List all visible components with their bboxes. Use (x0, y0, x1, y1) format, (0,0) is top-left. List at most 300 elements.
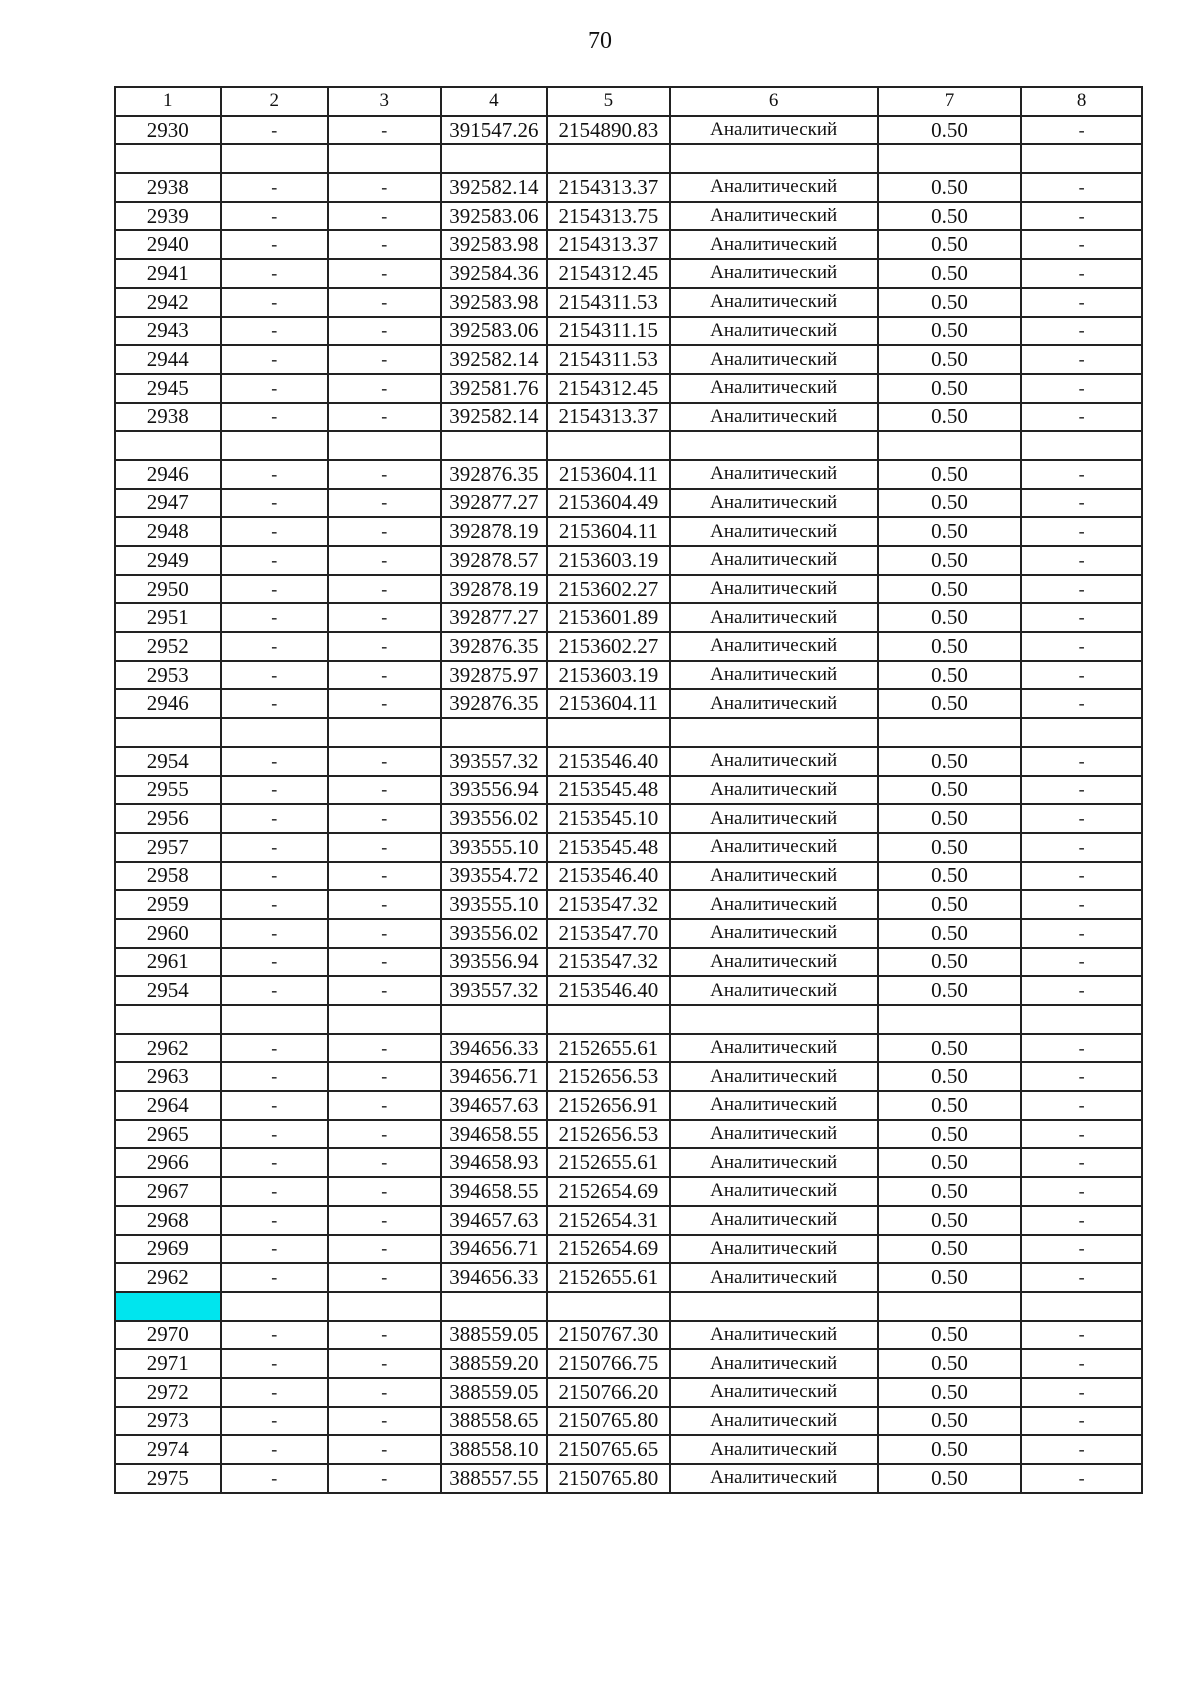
table-row (115, 489, 1142, 518)
col3-cell: - (328, 202, 441, 231)
method-cell: Аналитический (670, 948, 878, 977)
x-coordinate-cell: 393555.10 (441, 890, 548, 919)
table-row (115, 288, 1142, 317)
col8-cell: - (1021, 1206, 1142, 1235)
table-row (115, 230, 1142, 259)
col8-cell: - (1021, 890, 1142, 919)
empty-cell (115, 144, 221, 173)
col2-cell: - (221, 1148, 329, 1177)
y-coordinate-cell: 2154890.83 (547, 116, 670, 145)
point-number-cell: 2954 (115, 747, 221, 776)
point-number-cell: 2949 (115, 546, 221, 575)
point-number-cell: 2930 (115, 116, 221, 145)
accuracy-cell: 0.50 (878, 632, 1022, 661)
table-row (115, 1062, 1142, 1091)
x-coordinate-cell: 392581.76 (441, 374, 548, 403)
col2-cell: - (221, 1177, 329, 1206)
col8-cell: - (1021, 1148, 1142, 1177)
col3-cell: - (328, 890, 441, 919)
col3-cell: - (328, 747, 441, 776)
col3-cell: - (328, 833, 441, 862)
col3-cell: - (328, 1062, 441, 1091)
method-cell: Аналитический (670, 890, 878, 919)
coordinates-table (114, 86, 1143, 1494)
col2-cell: - (221, 603, 329, 632)
accuracy-cell: 0.50 (878, 890, 1022, 919)
x-coordinate-cell: 392876.35 (441, 460, 548, 489)
table-row (115, 776, 1142, 805)
col3-cell: - (328, 804, 441, 833)
accuracy-cell: 0.50 (878, 1120, 1022, 1149)
accuracy-cell: 0.50 (878, 1062, 1022, 1091)
method-cell: Аналитический (670, 403, 878, 432)
point-number-cell: 2952 (115, 632, 221, 661)
col2-cell: - (221, 259, 329, 288)
table-row (115, 1321, 1142, 1350)
column-header: 8 (1021, 87, 1142, 116)
col2-cell: - (221, 317, 329, 346)
method-cell: Аналитический (670, 1263, 878, 1292)
table-body (115, 116, 1142, 1493)
col3-cell: - (328, 976, 441, 1005)
col8-cell: - (1021, 1091, 1142, 1120)
method-cell: Аналитический (670, 202, 878, 231)
point-number-cell: 2964 (115, 1091, 221, 1120)
col2-cell: - (221, 776, 329, 805)
x-coordinate-cell: 391547.26 (441, 116, 548, 145)
empty-cell (328, 1005, 441, 1034)
method-cell: Аналитический (670, 833, 878, 862)
method-cell: Аналитический (670, 546, 878, 575)
method-cell: Аналитический (670, 976, 878, 1005)
x-coordinate-cell: 393556.02 (441, 804, 548, 833)
accuracy-cell: 0.50 (878, 517, 1022, 546)
table-row (115, 747, 1142, 776)
col2-cell: - (221, 1378, 329, 1407)
accuracy-cell: 0.50 (878, 661, 1022, 690)
col8-cell: - (1021, 689, 1142, 718)
x-coordinate-cell: 392878.19 (441, 575, 548, 604)
col3-cell: - (328, 1206, 441, 1235)
method-cell: Аналитический (670, 1091, 878, 1120)
point-number-cell: 2939 (115, 202, 221, 231)
x-coordinate-cell: 392582.14 (441, 173, 548, 202)
empty-cell (1021, 431, 1142, 460)
col3-cell: - (328, 1177, 441, 1206)
table-row (115, 345, 1142, 374)
table-row (115, 374, 1142, 403)
accuracy-cell: 0.50 (878, 173, 1022, 202)
col3-cell: - (328, 1407, 441, 1436)
x-coordinate-cell: 388558.10 (441, 1435, 548, 1464)
y-coordinate-cell: 2152655.61 (547, 1034, 670, 1063)
col2-cell: - (221, 345, 329, 374)
y-coordinate-cell: 2152654.69 (547, 1235, 670, 1264)
x-coordinate-cell: 388559.05 (441, 1321, 548, 1350)
col3-cell: - (328, 1148, 441, 1177)
y-coordinate-cell: 2154313.37 (547, 230, 670, 259)
x-coordinate-cell: 392583.06 (441, 202, 548, 231)
point-number-cell: 2971 (115, 1349, 221, 1378)
col8-cell: - (1021, 317, 1142, 346)
y-coordinate-cell: 2154311.53 (547, 345, 670, 374)
table-row (115, 1349, 1142, 1378)
col8-cell: - (1021, 230, 1142, 259)
empty-cell (547, 1005, 670, 1034)
col3-cell: - (328, 948, 441, 977)
accuracy-cell: 0.50 (878, 833, 1022, 862)
table-row (115, 1407, 1142, 1436)
accuracy-cell: 0.50 (878, 202, 1022, 231)
point-number-cell: 2972 (115, 1378, 221, 1407)
y-coordinate-cell: 2153602.27 (547, 632, 670, 661)
accuracy-cell: 0.50 (878, 288, 1022, 317)
table-row (115, 1263, 1142, 1292)
col2-cell: - (221, 1091, 329, 1120)
col8-cell: - (1021, 747, 1142, 776)
empty-cell (547, 431, 670, 460)
column-header: 4 (441, 87, 548, 116)
col2-cell: - (221, 919, 329, 948)
point-number-cell: 2965 (115, 1120, 221, 1149)
col3-cell: - (328, 259, 441, 288)
column-header: 5 (547, 87, 670, 116)
empty-cell (441, 144, 548, 173)
col2-cell: - (221, 116, 329, 145)
empty-cell (115, 718, 221, 747)
column-header: 1 (115, 87, 221, 116)
point-number-cell: 2938 (115, 403, 221, 432)
column-header: 7 (878, 87, 1022, 116)
empty-cell (670, 718, 878, 747)
col2-cell: - (221, 1120, 329, 1149)
col3-cell: - (328, 919, 441, 948)
col2-cell: - (221, 230, 329, 259)
y-coordinate-cell: 2153546.40 (547, 976, 670, 1005)
col2-cell: - (221, 890, 329, 919)
col8-cell: - (1021, 919, 1142, 948)
col2-cell: - (221, 1407, 329, 1436)
accuracy-cell: 0.50 (878, 919, 1022, 948)
col3-cell: - (328, 317, 441, 346)
col2-cell: - (221, 661, 329, 690)
method-cell: Аналитический (670, 1435, 878, 1464)
empty-cell (878, 718, 1022, 747)
point-number-cell: 2973 (115, 1407, 221, 1436)
col3-cell: - (328, 517, 441, 546)
table-row (115, 116, 1142, 145)
y-coordinate-cell: 2153545.48 (547, 776, 670, 805)
x-coordinate-cell: 393556.94 (441, 776, 548, 805)
col3-cell: - (328, 116, 441, 145)
x-coordinate-cell: 393556.94 (441, 948, 548, 977)
point-number-cell: 2954 (115, 976, 221, 1005)
empty-cell (878, 1005, 1022, 1034)
column-header: 2 (221, 87, 329, 116)
table-row (115, 862, 1142, 891)
col8-cell: - (1021, 489, 1142, 518)
col2-cell: - (221, 1435, 329, 1464)
accuracy-cell: 0.50 (878, 1034, 1022, 1063)
accuracy-cell: 0.50 (878, 1091, 1022, 1120)
method-cell: Аналитический (670, 116, 878, 145)
accuracy-cell: 0.50 (878, 1464, 1022, 1493)
accuracy-cell: 0.50 (878, 1349, 1022, 1378)
x-coordinate-cell: 394658.55 (441, 1120, 548, 1149)
point-number-cell: 2962 (115, 1034, 221, 1063)
col8-cell: - (1021, 976, 1142, 1005)
point-number-cell: 2953 (115, 661, 221, 690)
col2-cell: - (221, 546, 329, 575)
method-cell: Аналитический (670, 862, 878, 891)
y-coordinate-cell: 2154311.53 (547, 288, 670, 317)
method-cell: Аналитический (670, 1062, 878, 1091)
col2-cell: - (221, 1206, 329, 1235)
accuracy-cell: 0.50 (878, 948, 1022, 977)
col2-cell: - (221, 489, 329, 518)
empty-cell (547, 1292, 670, 1321)
table-row (115, 202, 1142, 231)
method-cell: Аналитический (670, 804, 878, 833)
y-coordinate-cell: 2152655.61 (547, 1263, 670, 1292)
empty-cell (441, 718, 548, 747)
accuracy-cell: 0.50 (878, 1263, 1022, 1292)
method-cell: Аналитический (670, 1148, 878, 1177)
y-coordinate-cell: 2153604.11 (547, 689, 670, 718)
x-coordinate-cell: 394658.93 (441, 1148, 548, 1177)
method-cell: Аналитический (670, 776, 878, 805)
empty-cell (670, 431, 878, 460)
col8-cell: - (1021, 1378, 1142, 1407)
point-number-cell: 2957 (115, 833, 221, 862)
separator-row (115, 144, 1142, 173)
col2-cell: - (221, 1034, 329, 1063)
empty-cell (221, 431, 329, 460)
point-number-cell: 2946 (115, 689, 221, 718)
y-coordinate-cell: 2152655.61 (547, 1148, 670, 1177)
y-coordinate-cell: 2152656.53 (547, 1062, 670, 1091)
col8-cell: - (1021, 403, 1142, 432)
col8-cell: - (1021, 862, 1142, 891)
col3-cell: - (328, 546, 441, 575)
empty-cell (328, 144, 441, 173)
col8-cell: - (1021, 1062, 1142, 1091)
col2-cell: - (221, 948, 329, 977)
empty-cell (221, 1005, 329, 1034)
empty-cell (221, 1292, 329, 1321)
col3-cell: - (328, 1120, 441, 1149)
y-coordinate-cell: 2153601.89 (547, 603, 670, 632)
y-coordinate-cell: 2153546.40 (547, 747, 670, 776)
table-row (115, 1034, 1142, 1063)
table-row (115, 403, 1142, 432)
y-coordinate-cell: 2150767.30 (547, 1321, 670, 1350)
empty-cell (670, 1005, 878, 1034)
col8-cell: - (1021, 460, 1142, 489)
x-coordinate-cell: 392877.27 (441, 489, 548, 518)
method-cell: Аналитический (670, 603, 878, 632)
empty-cell (1021, 718, 1142, 747)
table-header-row (115, 87, 1142, 116)
col3-cell: - (328, 776, 441, 805)
col8-cell: - (1021, 948, 1142, 977)
col3-cell: - (328, 1034, 441, 1063)
point-number-cell: 2966 (115, 1148, 221, 1177)
col2-cell: - (221, 689, 329, 718)
col2-cell: - (221, 202, 329, 231)
point-number-cell: 2967 (115, 1177, 221, 1206)
col2-cell: - (221, 374, 329, 403)
y-coordinate-cell: 2150766.75 (547, 1349, 670, 1378)
x-coordinate-cell: 393557.32 (441, 747, 548, 776)
empty-cell (115, 1005, 221, 1034)
table-row (115, 890, 1142, 919)
point-number-cell: 2946 (115, 460, 221, 489)
x-coordinate-cell: 394656.33 (441, 1034, 548, 1063)
empty-cell (1021, 144, 1142, 173)
table-row (115, 1464, 1142, 1493)
col3-cell: - (328, 632, 441, 661)
x-coordinate-cell: 393556.02 (441, 919, 548, 948)
empty-cell (1021, 1005, 1142, 1034)
col8-cell: - (1021, 173, 1142, 202)
point-number-cell: 2958 (115, 862, 221, 891)
accuracy-cell: 0.50 (878, 1235, 1022, 1264)
col3-cell: - (328, 460, 441, 489)
y-coordinate-cell: 2152656.91 (547, 1091, 670, 1120)
point-number-cell: 2941 (115, 259, 221, 288)
point-number-cell: 2959 (115, 890, 221, 919)
empty-cell (670, 1292, 878, 1321)
point-number-cell: 2955 (115, 776, 221, 805)
col8-cell: - (1021, 1464, 1142, 1493)
x-coordinate-cell: 392583.98 (441, 230, 548, 259)
accuracy-cell: 0.50 (878, 489, 1022, 518)
col8-cell: - (1021, 546, 1142, 575)
separator-row (115, 431, 1142, 460)
method-cell: Аналитический (670, 489, 878, 518)
col2-cell: - (221, 632, 329, 661)
point-number-cell: 2963 (115, 1062, 221, 1091)
method-cell: Аналитический (670, 632, 878, 661)
method-cell: Аналитический (670, 689, 878, 718)
y-coordinate-cell: 2152654.31 (547, 1206, 670, 1235)
table-row (115, 948, 1142, 977)
col2-cell: - (221, 1062, 329, 1091)
table-row (115, 575, 1142, 604)
col8-cell: - (1021, 603, 1142, 632)
table-row (115, 517, 1142, 546)
col8-cell: - (1021, 776, 1142, 805)
point-number-cell: 2942 (115, 288, 221, 317)
method-cell: Аналитический (670, 1034, 878, 1063)
col3-cell: - (328, 1091, 441, 1120)
table-row (115, 460, 1142, 489)
x-coordinate-cell: 392878.57 (441, 546, 548, 575)
point-number-cell: 2951 (115, 603, 221, 632)
col3-cell: - (328, 489, 441, 518)
empty-cell (221, 718, 329, 747)
col8-cell: - (1021, 1321, 1142, 1350)
empty-cell (878, 144, 1022, 173)
x-coordinate-cell: 392583.98 (441, 288, 548, 317)
accuracy-cell: 0.50 (878, 230, 1022, 259)
point-number-cell: 2950 (115, 575, 221, 604)
y-coordinate-cell: 2154313.37 (547, 403, 670, 432)
method-cell: Аналитический (670, 1349, 878, 1378)
col8-cell: - (1021, 1407, 1142, 1436)
col3-cell: - (328, 1435, 441, 1464)
y-coordinate-cell: 2150765.80 (547, 1464, 670, 1493)
accuracy-cell: 0.50 (878, 374, 1022, 403)
x-coordinate-cell: 393557.32 (441, 976, 548, 1005)
table-row (115, 1206, 1142, 1235)
x-coordinate-cell: 392583.06 (441, 317, 548, 346)
empty-cell (547, 144, 670, 173)
point-number-cell: 2947 (115, 489, 221, 518)
point-number-cell: 2948 (115, 517, 221, 546)
table-row (115, 1378, 1142, 1407)
table-row (115, 546, 1142, 575)
y-coordinate-cell: 2153604.11 (547, 460, 670, 489)
point-number-cell: 2961 (115, 948, 221, 977)
method-cell: Аналитический (670, 1407, 878, 1436)
col8-cell: - (1021, 661, 1142, 690)
accuracy-cell: 0.50 (878, 776, 1022, 805)
y-coordinate-cell: 2153546.40 (547, 862, 670, 891)
y-coordinate-cell: 2153547.70 (547, 919, 670, 948)
col2-cell: - (221, 1349, 329, 1378)
empty-cell (670, 144, 878, 173)
method-cell: Аналитический (670, 1378, 878, 1407)
empty-cell (878, 1292, 1022, 1321)
col8-cell: - (1021, 517, 1142, 546)
accuracy-cell: 0.50 (878, 1407, 1022, 1436)
col2-cell: - (221, 460, 329, 489)
table-row (115, 317, 1142, 346)
accuracy-cell: 0.50 (878, 575, 1022, 604)
x-coordinate-cell: 394657.63 (441, 1206, 548, 1235)
method-cell: Аналитический (670, 259, 878, 288)
table-row (115, 919, 1142, 948)
point-number-cell: 2974 (115, 1435, 221, 1464)
x-coordinate-cell: 392876.35 (441, 689, 548, 718)
point-number-cell: 2956 (115, 804, 221, 833)
x-coordinate-cell: 393555.10 (441, 833, 548, 862)
y-coordinate-cell: 2153547.32 (547, 948, 670, 977)
y-coordinate-cell: 2154311.15 (547, 317, 670, 346)
x-coordinate-cell: 388557.55 (441, 1464, 548, 1493)
col8-cell: - (1021, 288, 1142, 317)
table-row (115, 1235, 1142, 1264)
col8-cell: - (1021, 374, 1142, 403)
x-coordinate-cell: 392876.35 (441, 632, 548, 661)
accuracy-cell: 0.50 (878, 116, 1022, 145)
y-coordinate-cell: 2152656.53 (547, 1120, 670, 1149)
col3-cell: - (328, 1349, 441, 1378)
y-coordinate-cell: 2153603.19 (547, 546, 670, 575)
y-coordinate-cell: 2153603.19 (547, 661, 670, 690)
col8-cell: - (1021, 632, 1142, 661)
col8-cell: - (1021, 1120, 1142, 1149)
x-coordinate-cell: 388559.05 (441, 1378, 548, 1407)
method-cell: Аналитический (670, 345, 878, 374)
col8-cell: - (1021, 345, 1142, 374)
table-row (115, 833, 1142, 862)
empty-cell (547, 718, 670, 747)
accuracy-cell: 0.50 (878, 1435, 1022, 1464)
col2-cell: - (221, 1263, 329, 1292)
